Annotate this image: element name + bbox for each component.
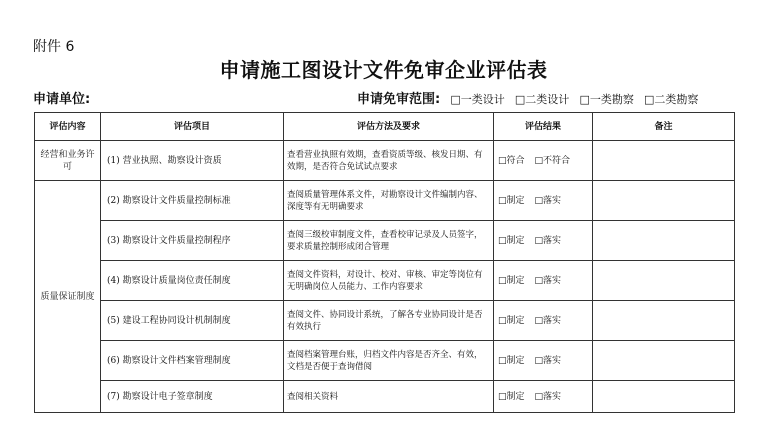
table-header-row [35, 113, 735, 141]
result-option-established[interactable]: □制定 [498, 195, 525, 206]
document-title: 申请施工图设计文件免审企业评估表 [219, 58, 548, 82]
method-cell: 查阅三级校审制度文件，查看校审记录及人员签字，要求质量控制形成闭合管理 [284, 221, 494, 261]
result-option-implemented[interactable]: □落实 [534, 235, 562, 246]
note-cell[interactable] [593, 381, 735, 413]
item-cell: (3) 勘察设计文件质量控制程序 [101, 221, 284, 261]
header-note: 备注 [593, 113, 735, 141]
header-content: 评估内容 [35, 113, 101, 141]
result-option-established[interactable]: □制定 [498, 355, 525, 366]
scope-section [357, 88, 698, 107]
item-cell: (5) 建设工程协同设计机制制度 [101, 301, 284, 341]
result-cell [494, 341, 593, 381]
method-cell: 查阅相关资料 [284, 381, 494, 413]
note-cell[interactable] [593, 301, 735, 341]
result-option-established[interactable]: □制定 [498, 315, 525, 326]
scope-option-survey-1[interactable]: □一类勘察 [579, 93, 634, 106]
table-row [35, 181, 735, 221]
evaluation-table [34, 112, 735, 413]
result-option-implemented[interactable]: □落实 [534, 391, 562, 402]
scope-option-design-2[interactable]: □二类设计 [514, 93, 570, 106]
table-row [35, 141, 735, 181]
note-cell[interactable] [593, 341, 735, 381]
result-cell [494, 141, 593, 181]
annex-label: 附件 6 [33, 39, 75, 55]
item-cell: (4) 勘察设计质量岗位责任制度 [101, 261, 284, 301]
table-row [35, 261, 735, 301]
result-option-established[interactable]: □制定 [498, 275, 525, 286]
result-option-implemented[interactable]: □落实 [534, 315, 562, 326]
header-result: 评估结果 [494, 113, 593, 141]
category-cell: 经营和业务许可 [35, 141, 101, 181]
result-option-fail[interactable]: □不符合 [534, 155, 571, 166]
table-row [35, 301, 735, 341]
scope-option-design-1[interactable]: □一类设计 [450, 93, 505, 106]
result-cell [494, 261, 593, 301]
result-cell [494, 381, 593, 413]
result-option-pass[interactable]: □符合 [498, 155, 525, 166]
result-option-implemented[interactable]: □落实 [534, 195, 562, 206]
method-cell: 查阅文件资料，对设计、校对、审核、审定等岗位有无明确岗位人员能力、工作内容要求 [284, 261, 494, 301]
result-cell [494, 181, 593, 221]
note-cell[interactable] [593, 221, 735, 261]
item-cell: (1) 营业执照、勘察设计资质 [101, 141, 284, 181]
method-cell: 查阅文件、协同设计系统，了解各专业协同设计是否有效执行 [284, 301, 494, 341]
method-cell: 查阅档案管理台账，归档文件内容是否齐全、有效，文档是否便于查询借阅 [284, 341, 494, 381]
result-option-established[interactable]: □制定 [498, 235, 525, 246]
note-cell[interactable] [593, 141, 735, 181]
scope-label: 申请免审范围: [357, 92, 441, 107]
scope-option-survey-2[interactable]: □二类勘察 [643, 93, 699, 106]
result-cell [494, 221, 593, 261]
result-option-implemented[interactable]: □落实 [534, 355, 562, 366]
header-item: 评估项目 [101, 113, 284, 141]
note-cell[interactable] [593, 261, 735, 301]
item-cell: (6) 勘察设计文件档案管理制度 [101, 341, 284, 381]
header-method: 评估方法及要求 [284, 113, 494, 141]
result-cell [494, 301, 593, 341]
table-row [35, 221, 735, 261]
method-cell: 查看营业执照有效期，查看资质等级、核发日期、有效期，是否符合免试试点要求 [284, 141, 494, 181]
note-cell[interactable] [593, 181, 735, 221]
applicant-label: 申请单位: [33, 92, 91, 107]
category-cell: 质量保证制度 [35, 181, 101, 413]
result-option-implemented[interactable]: □落实 [534, 275, 562, 286]
table-row [35, 381, 735, 413]
item-cell: (7) 勘察设计电子签章制度 [101, 381, 284, 413]
table-row [35, 341, 735, 381]
result-option-established[interactable]: □制定 [498, 391, 525, 402]
method-cell: 查阅质量管理体系文件，对勘察设计文件编制内容、深度等有无明确要求 [284, 181, 494, 221]
item-cell: (2) 勘察设计文件质量控制标准 [101, 181, 284, 221]
